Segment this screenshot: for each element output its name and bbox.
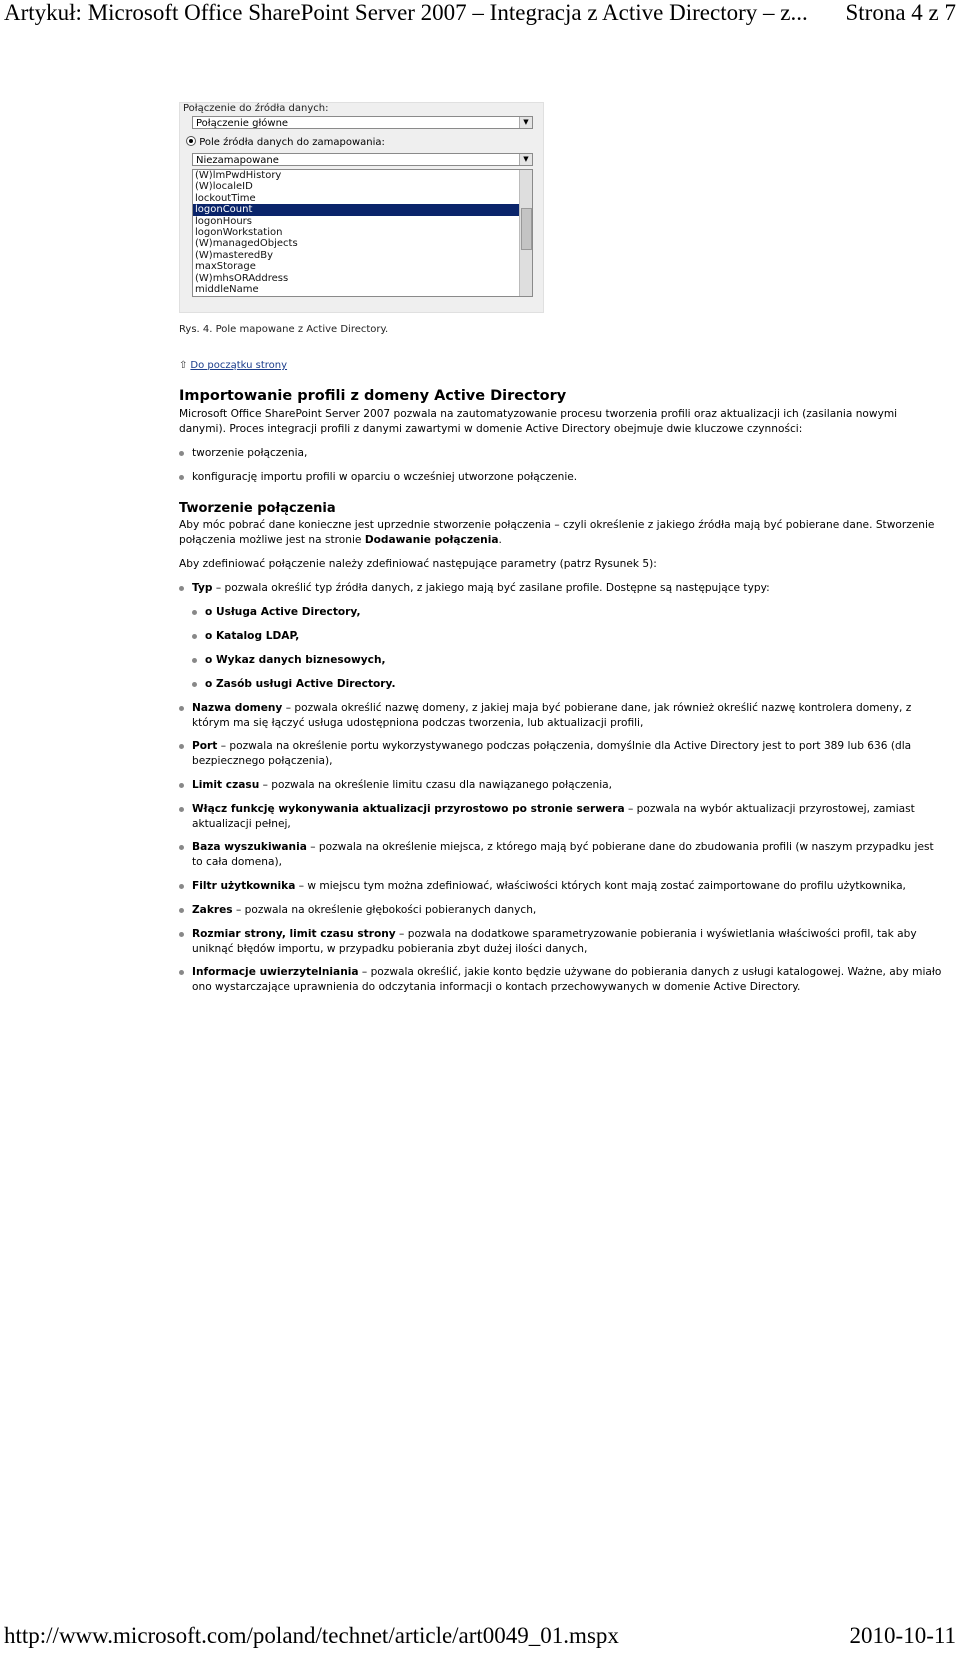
- list-item: Baza wyszukiwania – pozwala na określenie miejsca, z którego mają być pobierane dane do zbudowania profili (w naszym przypadku jest to cała domena),: [179, 840, 945, 869]
- paragraph-params: Aby zdefiniować połączenie należy zdefiniować następujące parametry (patrz Rysunek 5):: [179, 558, 657, 570]
- list-item: (W)lmPwdHistory: [195, 170, 282, 181]
- bullet-icon: [179, 783, 184, 788]
- bullet-icon: [179, 475, 184, 480]
- list-item: Informacje uwierzytelniania – pozwala określić, jakie konto będzie używane do pobierania danych z usługi katalogowej. Ważne, aby miało ono wystarczające uprawnienia do odczytania informacji o kontach przechowywanych w domenie Active Directory.: [179, 965, 945, 994]
- list-item: middleName: [195, 283, 259, 295]
- arrow-up-icon: ⇧: [179, 360, 188, 371]
- back-to-top-link[interactable]: Do początku strony: [190, 360, 288, 371]
- paragraph-intro: Microsoft Office SharePoint Server 2007 pozwala na zautomatyzowanie procesu tworzenia profili oraz aktualizacji ich (zasilania nowymi danymi). Proces integracji profili z danymi zawartymi w domenie Active Directory obejmuje dwie kluczowe czynności:: [179, 408, 898, 435]
- list-item: tworzenie połączenia,: [179, 446, 945, 461]
- figure-scrollbar: [519, 170, 532, 296]
- list-item: Filtr użytkownika – w miejscu tym można zdefiniować, właściwości których kont mają zostać zaimportowane do profilu użytkownika,: [179, 879, 945, 894]
- list-item: lockoutTime: [195, 192, 256, 204]
- bullet-icon: [192, 658, 197, 663]
- figure-list-items: [193, 170, 532, 295]
- figure-caption: Rys. 4. Pole mapowane z Active Directory.: [179, 324, 389, 335]
- back-to-top[interactable]: [179, 360, 287, 371]
- list-item: Włącz funkcję wykonywania aktualizacji przyrostowo po stronie serwera – pozwala na wybór aktualizacji przyrostowej, zamiast aktualizacji pełnej,: [179, 802, 945, 831]
- chevron-down-icon: ▼: [519, 117, 532, 128]
- bullet-icon: [179, 451, 184, 456]
- figure-source-select: [192, 116, 533, 129]
- list-item: (W)masteredBy: [195, 249, 274, 261]
- list-item: o Wykaz danych biznesowych,: [192, 653, 792, 668]
- list-item: o Usługa Active Directory,: [192, 605, 792, 620]
- list-item: (W)mhsORAddress: [195, 272, 289, 284]
- list-item: konfigurację importu profili w oparciu o wcześniej utworzone połączenie.: [179, 470, 945, 485]
- bullet-icon: [192, 610, 197, 615]
- list-item: Port – pozwala na określenie portu wykorzystywanego podczas połączenia, domyślnie dla Active Directory jest to port 389 lub 636 (dla bezpiecznego połączenia),: [179, 739, 945, 768]
- bullet-icon: [192, 682, 197, 687]
- figure-screenshot: [179, 102, 544, 313]
- list-item: Rozmiar strony, limit czasu strony – pozwala na dodatkowe sparametryzowanie pobierania i wyświetlania właściwości profil, tak aby uniknąć błędów importu, w przypadku pobierania zbyt dużej ilości danych,: [179, 927, 945, 956]
- paragraph-connection: Aby móc pobrać dane konieczne jest uprzednie stworzenie połączenia – czyli określenie z jakiego źródła mają być pobierane dane. Stworzenie połączenia możliwe jest na stronie Dodawanie połączenia.: [179, 519, 935, 546]
- bullet-icon: [179, 744, 184, 749]
- list-item: (W)localeID: [195, 181, 253, 193]
- list-item: maxStorage: [195, 261, 256, 273]
- header-page-number: Strona 4 z 7: [845, 0, 956, 25]
- list-item: Limit czasu – pozwala na określenie limitu czasu dla nawiązanego połączenia,: [179, 778, 945, 793]
- bullet-icon: [179, 845, 184, 850]
- bullet-icon: [179, 970, 184, 975]
- footer-date: 2010-10-11: [849, 1623, 956, 1648]
- bullet-icon: [179, 932, 184, 937]
- figure-scroll-thumb: [521, 208, 532, 250]
- chevron-down-icon: ▼: [519, 154, 532, 165]
- figure-field-select: [192, 153, 533, 166]
- list-item: logonWorkstation: [195, 226, 283, 238]
- link-add-connection: Dodawanie połączenia: [364, 533, 499, 546]
- list-item: (W)managedObjects: [195, 238, 298, 250]
- footer-url: http://www.microsoft.com/poland/technet/article/art0049_01.mspx: [4, 1623, 619, 1648]
- section-heading-import: Importowanie profili z domeny Active Directory: [179, 388, 567, 404]
- bullet-icon: [179, 884, 184, 889]
- bullet-icon: [192, 634, 197, 639]
- figure-source-label: Połączenie do źródła danych:: [183, 103, 329, 114]
- list-item: Typ – pozwala określić typ źródła danych, z jakiego mają być zasilane profile. Dostępne są następujące typy:: [179, 581, 945, 596]
- list-item: o Katalog LDAP,: [192, 629, 792, 644]
- figure-source-value: Połączenie główne: [196, 118, 289, 129]
- bullet-icon: [179, 807, 184, 812]
- header-title: Artykuł: Microsoft Office SharePoint Server 2007 – Integracja z Active Directory – z...: [4, 0, 808, 25]
- list-item: Zakres – pozwala na określenie głębokości pobieranych danych,: [179, 903, 945, 918]
- bullet-icon: [179, 908, 184, 913]
- section-heading-connection: Tworzenie połączenia: [179, 501, 336, 516]
- figure-radio-label: Pole źródła danych do zamapowania:: [199, 137, 385, 148]
- list-item: o Zasób usługi Active Directory.: [192, 677, 792, 692]
- figure-field-list: [192, 169, 533, 297]
- radio-icon: [186, 136, 196, 146]
- list-item: logonHours: [195, 215, 252, 227]
- figure-field-value: Niezamapowane: [196, 155, 279, 166]
- figure-radio: [186, 136, 385, 148]
- bullet-icon: [179, 706, 184, 711]
- list-item: Nazwa domeny – pozwala określić nazwę domeny, z jakiej maja być pobierane dane, jak również określić nazwę kontrolera domeny, z którym ma się łączyć usługa udostępniona podczas tworzenia, lub aktualizacji profili,: [179, 701, 945, 730]
- bullet-icon: [179, 586, 184, 591]
- list-item-selected: logonCount: [193, 204, 520, 215]
